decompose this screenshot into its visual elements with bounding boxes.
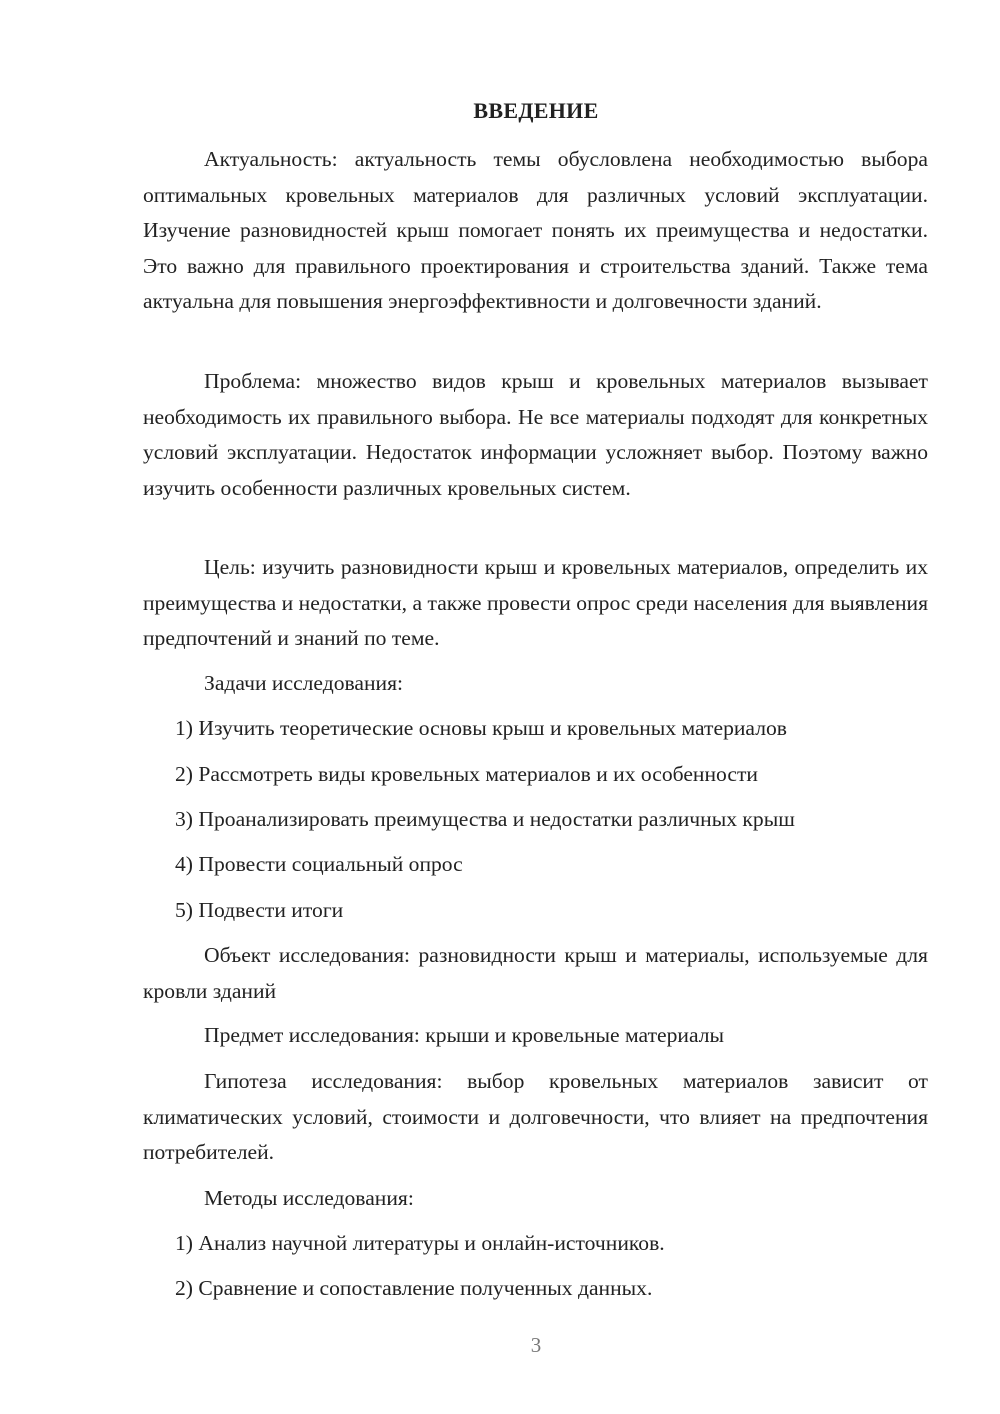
task-item: 3) Проанализировать преимущества и недостатки различных крыш — [175, 807, 795, 831]
tasks-heading: Задачи исследования: — [204, 671, 404, 695]
paragraph-goal: Цель: изучить разновидности крыш и кровельных материалов, определить их преимущества и недостатки, а также провести опрос среди населения для выявления предпочтений и знаний по теме. — [143, 555, 928, 650]
method-item: 1) Анализ научной литературы и онлайн-источников. — [175, 1231, 665, 1255]
task-item: 1) Изучить теоретические основы крыш и кровельных материалов — [175, 716, 787, 740]
page-number: 3 — [530, 1333, 542, 1357]
page-title: ВВЕДЕНИЕ — [473, 98, 599, 123]
paragraph-subject: Предмет исследования: крыши и кровельные материалы — [204, 1023, 724, 1047]
paragraph-problem: Проблема: множество видов крыш и кровельных материалов вызывает необходимость их правильного выбора. Не все материалы подходят для конкретных условий эксплуатации. Недостаток информации усложняет выбор. Поэтому важно изучить особенности различных кровельных систем. — [143, 369, 928, 500]
methods-heading: Методы исследования: — [204, 1186, 414, 1210]
paragraph-object: Объект исследования: разновидности крыш и материалы, используемые для кровли зданий — [143, 943, 928, 1003]
paragraph-relevance: Актуальность: актуальность темы обусловлена необходимостью выбора оптимальных кровельных материалов для различных условий эксплуатации. Изучение разновидностей крыш помогает понять их преимущества и недостатки. Это важно для правильного проектирования и строительства зданий. Также тема актуальна для повышения энергоэффективности и долговечности зданий. — [143, 147, 928, 313]
method-item: 2) Сравнение и сопоставление полученных данных. — [175, 1276, 653, 1300]
task-item: 5) Подвести итоги — [175, 898, 344, 922]
paragraph-hypothesis: Гипотеза исследования: выбор кровельных материалов зависит от климатических условий, стоимости и долговечности, что влияет на предпочтения потребителей. — [143, 1069, 928, 1164]
task-item: 4) Провести социальный опрос — [175, 852, 463, 876]
task-item: 2) Рассмотреть виды кровельных материалов и их особенности — [175, 762, 758, 786]
